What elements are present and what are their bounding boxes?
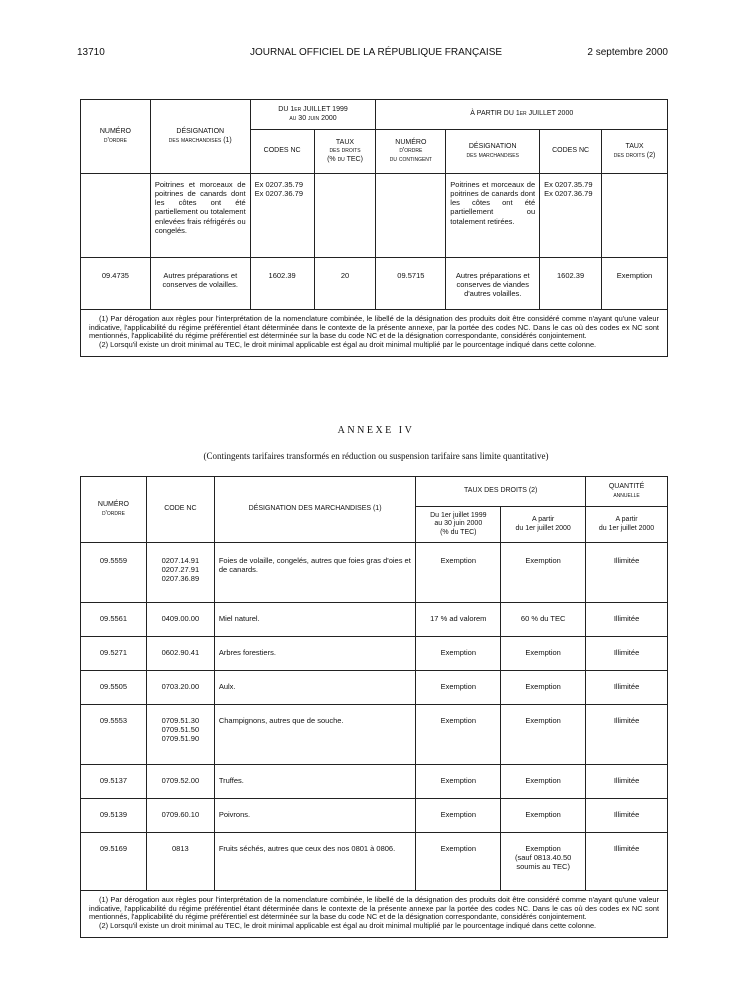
cell-designation: Champignons, autres que de souche. <box>214 705 416 765</box>
header-numero: NUMÉRO d'ordre <box>81 100 151 174</box>
footnote-2: (2) Lorsqu'il existe un droit minimal au TEC, le droit minimal applicable est égal au droit minimal multiplié par le pourcentage indiqué dans cette colonne. <box>99 921 597 931</box>
cell-numero-2 <box>376 174 446 258</box>
cell-numero: 09.5561 <box>81 603 147 637</box>
cell-designation: Foies de volaille, congelés, autres que foies gras d'oies et de canards. <box>214 543 416 603</box>
cell-codes-2: 1602.39 <box>540 258 602 310</box>
header-taux: TAUX DES DROITS (2) <box>416 477 586 507</box>
cell-numero: 09.5139 <box>81 799 147 833</box>
cell-designation: Miel naturel. <box>214 603 416 637</box>
cell-taux-1: Exemption <box>416 637 501 671</box>
cell-designation: Arbres forestiers. <box>214 637 416 671</box>
footnote-1: (1) Par dérogation aux règles pour l'interprétation de la nomenclature combinée, le libellé de la désignation des produits doit être considéré comme n'ayant qu'une valeur indicative, l'applicabilité du régime préférentiel étant déterminée dans le contexte de la présente annexe par la portée des codes NC. Dans le cas où des codes ex NC sont mentionnés, l'applicabilité du régime préférentiel est déterminée sur la base du code NC et de la désignation correspondante, considérés conjointement. <box>89 895 659 922</box>
cell-taux-2: Exemption <box>501 671 586 705</box>
cell-numero: 09.5505 <box>81 671 147 705</box>
cell-quantite: Illimitée <box>586 637 668 671</box>
cell-taux-2: Exemption <box>501 799 586 833</box>
table-row <box>81 833 668 891</box>
cell-code: 0602.90.41 <box>146 637 214 671</box>
cell-designation: Truffes. <box>214 765 416 799</box>
cell-designation: Fruits séchés, autres que ceux des nos 0801 à 0806. <box>214 833 416 891</box>
header-taux: TAUX des droits (% du TEC) <box>314 130 376 174</box>
cell-taux-2: Exemption <box>602 258 668 310</box>
cell-code: 0709.51.30 0709.51.50 0709.51.90 <box>146 705 214 765</box>
header-numero-contingent: NUMÉRO d'ordre du contingent <box>376 130 446 174</box>
cell-taux-1: Exemption <box>416 543 501 603</box>
header-designation: DÉSIGNATION DES MARCHANDISES (1) <box>214 477 416 543</box>
cell-numero: 09.5169 <box>81 833 147 891</box>
table-row <box>81 799 668 833</box>
cell-code: 0813 <box>146 833 214 891</box>
cell-taux-1: Exemption <box>416 765 501 799</box>
table2-footnotes <box>81 891 668 938</box>
table-row <box>81 543 668 603</box>
tariff-table-1 <box>80 99 668 357</box>
table1-footnotes <box>81 310 668 357</box>
footnote-1: (1) Par dérogation aux règles pour l'interprétation de la nomenclature combinée, le libellé de la désignation des produits doit être considéré comme n'ayant qu'une valeur indicative, l'applicabilité du régime préférentiel étant déterminée dans le contexte de la présente annexe, par la portée des codes NC. Dans le cas où des codes ex NC sont mentionnés, l'applicabilité du régime préférentiel est déterminée sur la base du code NC et de la désignation correspondante, considérés conjointement. <box>89 314 659 341</box>
cell-code: 0709.60.10 <box>146 799 214 833</box>
cell-numero: 09.5137 <box>81 765 147 799</box>
cell-quantite: Illimitée <box>586 799 668 833</box>
cell-codes-2: Ex 0207.35.79 Ex 0207.36.79 <box>540 174 602 258</box>
footnote-2: (2) Lorsqu'il existe un droit minimal au TEC, le droit minimal applicable est égal au droit minimal multiplié par le pourcentage indiqué dans cette colonne. <box>99 340 597 350</box>
table-row <box>81 258 668 310</box>
header-numero: NUMÉRO d'ordre <box>81 477 147 543</box>
cell-designation: Poitrines et morceaux de poitrines de canards dont les côtes ont été partiellement ou totalement enlevées frais réfrigérés ou congelés. <box>150 174 250 258</box>
cell-taux-1: Exemption <box>416 833 501 891</box>
cell-codes: Ex 0207.35.79 Ex 0207.36.79 <box>250 174 314 258</box>
header-designation: DÉSIGNATION des marchandises (1) <box>150 100 250 174</box>
page-number: 13710 <box>77 47 105 58</box>
cell-taux-2: Exemption <box>501 543 586 603</box>
cell-taux-2 <box>602 174 668 258</box>
cell-code: 0207.14.91 0207.27.91 0207.36.89 <box>146 543 214 603</box>
table-row <box>81 765 668 799</box>
cell-numero <box>81 174 151 258</box>
cell-numero: 09.5559 <box>81 543 147 603</box>
cell-taux-2: 60 % du TEC <box>501 603 586 637</box>
cell-numero: 09.5271 <box>81 637 147 671</box>
journal-title: JOURNAL OFFICIEL DE LA RÉPUBLIQUE FRANÇAISE <box>249 47 503 58</box>
cell-taux: 20 <box>314 258 376 310</box>
cell-designation: Aulx. <box>214 671 416 705</box>
cell-quantite: Illimitée <box>586 833 668 891</box>
table-row <box>81 174 668 258</box>
cell-designation-2: Autres préparations et conserves de viandes d'autres volailles. <box>446 258 540 310</box>
header-period-1999: Du 1er juillet 1999 au 30 juin 2000 (% du TEC) <box>416 507 501 543</box>
header-designation-2: DÉSIGNATION des marchandises <box>446 130 540 174</box>
cell-code: 0709.52.00 <box>146 765 214 799</box>
cell-quantite: Illimitée <box>586 603 668 637</box>
header-period-2000: À PARTIR DU 1er JUILLET 2000 <box>376 100 668 130</box>
cell-numero: 09.5553 <box>81 705 147 765</box>
table-row <box>81 671 668 705</box>
table-row <box>81 637 668 671</box>
cell-taux-1: 17 % ad valorem <box>416 603 501 637</box>
cell-quantite: Illimitée <box>586 671 668 705</box>
header-taux-2: TAUX des droits (2) <box>602 130 668 174</box>
header-period-2000: A partir du 1er juillet 2000 <box>501 507 586 543</box>
header-code-nc: CODE NC <box>146 477 214 543</box>
cell-taux-1: Exemption <box>416 799 501 833</box>
cell-taux-2: Exemption (sauf 0813.40.50 soumis au TEC) <box>501 833 586 891</box>
cell-designation: Poivrons. <box>214 799 416 833</box>
cell-quantite: Illimitée <box>586 543 668 603</box>
cell-designation-2: Poitrines et morceaux de poitrines de canards dont les côtes ont été partiellement ou totalement retirées. <box>446 174 540 258</box>
header-quantite: QUANTITÉ annuelle <box>586 477 668 507</box>
cell-numero: 09.4735 <box>81 258 151 310</box>
table-row <box>81 603 668 637</box>
cell-code: 0409.00.00 <box>146 603 214 637</box>
publication-date: 2 septembre 2000 <box>587 47 668 58</box>
annex-title: ANNEXE IV <box>337 425 415 436</box>
cell-codes: 1602.39 <box>250 258 314 310</box>
cell-taux <box>314 174 376 258</box>
cell-quantite: Illimitée <box>586 705 668 765</box>
annex-subtitle: (Contingents tarifaires transformés en réduction ou suspension tarifaire sans limite quantitative) <box>203 451 549 461</box>
cell-code: 0703.20.00 <box>146 671 214 705</box>
header-period-1999: DU 1er JUILLET 1999 au 30 juin 2000 <box>250 100 376 130</box>
table-row <box>81 705 668 765</box>
header-period-quantite: A partir du 1er juillet 2000 <box>586 507 668 543</box>
cell-quantite: Illimitée <box>586 765 668 799</box>
cell-taux-1: Exemption <box>416 671 501 705</box>
header-codes-nc-2: CODES NC <box>540 130 602 174</box>
cell-taux-2: Exemption <box>501 637 586 671</box>
cell-taux-1: Exemption <box>416 705 501 765</box>
cell-taux-2: Exemption <box>501 765 586 799</box>
header-codes-nc: CODES NC <box>250 130 314 174</box>
cell-taux-2: Exemption <box>501 705 586 765</box>
tariff-table-annex-iv <box>80 476 668 938</box>
cell-designation: Autres préparations et conserves de volailles. <box>150 258 250 310</box>
cell-numero-2: 09.5715 <box>376 258 446 310</box>
